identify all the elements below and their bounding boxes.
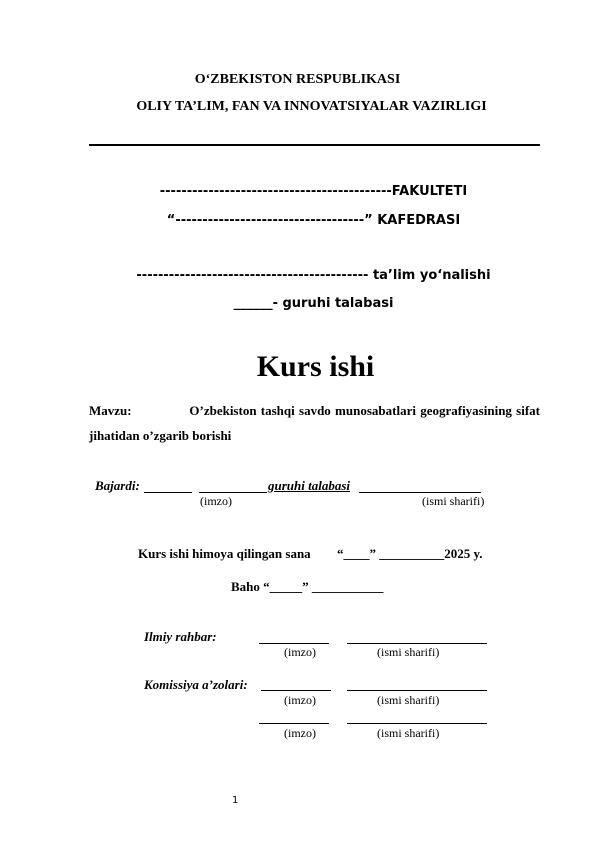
page-number: 1	[232, 795, 239, 806]
group-line	[16, 296, 595, 311]
completed-by-name-line	[359, 492, 481, 493]
completed-by-blank-1	[144, 492, 192, 493]
supervisor-label: Ilmiy rahbar:	[144, 629, 217, 644]
supervisor-sign-line	[259, 643, 329, 644]
commission-sign-line-1	[261, 690, 331, 691]
completed-by-name-caption: (ismi sharifi)	[422, 494, 485, 508]
commission-sign-line-2	[259, 723, 329, 724]
defense-date: “____” __________2025 y.	[337, 546, 483, 561]
document-title: Kurs ishi	[256, 350, 375, 383]
grade-line: Baho “_____” ___________	[231, 579, 384, 594]
topic-text-1: O’zbekiston tashqi savdo munosabatlari geografiyasining sifat	[189, 403, 540, 418]
group-blank: ______	[233, 296, 273, 311]
completed-by-group-text: guruhi talabasi	[268, 478, 351, 493]
supervisor-sign-caption: (imzo)	[284, 645, 316, 659]
group-suffix: - guruhi talabasi	[272, 296, 394, 311]
completed-by-sign-line	[199, 492, 267, 493]
completed-by-sign-caption: (imzo)	[200, 494, 232, 508]
topic-text-2: jihatidan o’zgarib borishi	[89, 428, 232, 443]
ministry-name: OLIY TA’LIM, FAN VA INNOVATSIYALAR VAZIRLIGI	[136, 99, 487, 114]
commission-label: Komissiya a’zolari:	[144, 677, 248, 692]
commission-name-caption-1: (ismi sharifi)	[377, 693, 440, 707]
direction-line: ------------------------------------------- ta’lim yo‘nalishi	[136, 268, 491, 283]
topic-label: Mavzu:	[89, 403, 132, 418]
commission-name-caption-2: (ismi sharifi)	[377, 726, 440, 740]
ministry-country: O‘ZBEKISTON RESPUBLIKASI	[194, 72, 401, 87]
commission-sign-caption-1: (imzo)	[284, 693, 316, 707]
topic-line-1	[89, 403, 540, 419]
commission-name-line-2	[347, 723, 487, 724]
faculty-line: -------------------------------------------FAKULTETI	[159, 184, 468, 199]
commission-name-line-1	[347, 690, 487, 691]
completed-by-label: Bajardi:	[95, 478, 140, 493]
department-line: “-----------------------------------” KAFEDRASI	[166, 213, 461, 228]
defense-label: Kurs ishi himoya qilingan sana	[138, 546, 311, 561]
header-divider	[89, 144, 540, 146]
commission-sign-caption-2: (imzo)	[284, 726, 316, 740]
supervisor-name-caption: (ismi sharifi)	[377, 645, 440, 659]
supervisor-name-line	[347, 643, 487, 644]
